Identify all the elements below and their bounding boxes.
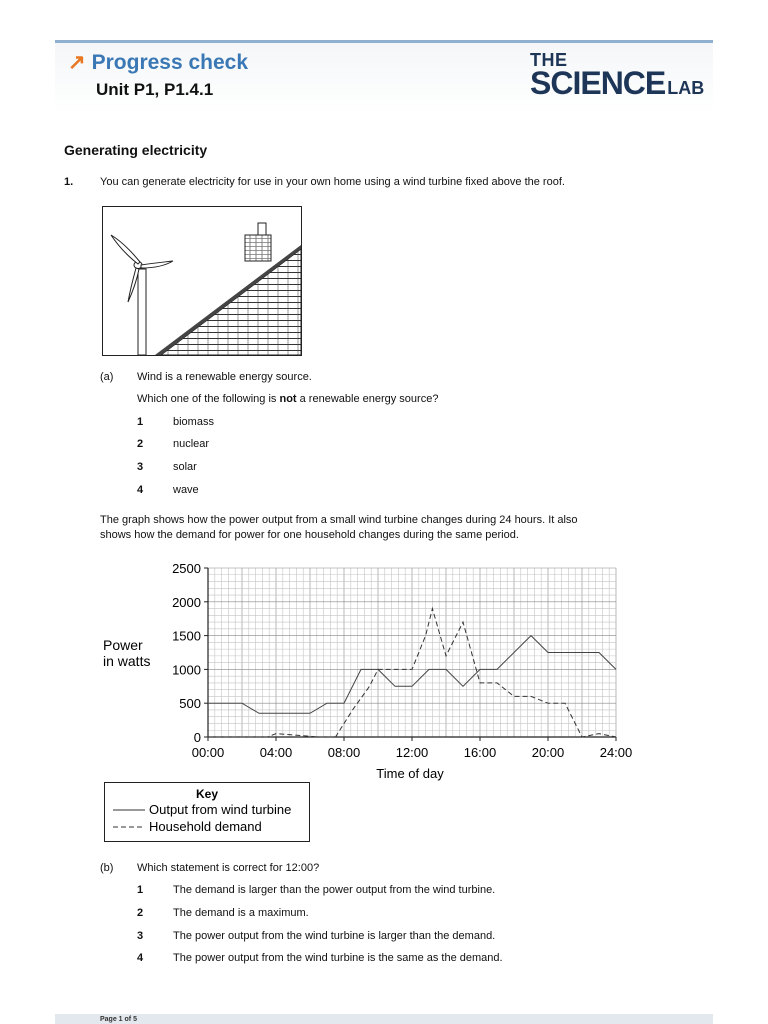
footer-band (55, 1014, 713, 1024)
graph-intro-line1: The graph shows how the power output from a small wind turbine changes during 24 hours. It also (100, 514, 578, 526)
unit-label: Unit P1, P1.4.1 (96, 80, 214, 99)
chart-key (104, 782, 310, 842)
y-tick-label: 0 (193, 730, 201, 745)
option-text: solar (173, 461, 197, 473)
question-number: 1. (64, 176, 74, 188)
option-number: 3 (137, 461, 144, 473)
option-text: The demand is a maximum. (173, 907, 309, 919)
option-number: 4 (137, 952, 144, 964)
y-axis-label-line1: Power (103, 637, 143, 653)
y-tick-label: 2500 (172, 561, 201, 576)
question-pre: Which one of the following is (137, 393, 280, 405)
y-tick-label: 1500 (172, 628, 201, 644)
logo-science: SCIENCE (530, 65, 666, 101)
logo-the: THE (530, 50, 568, 70)
question-bold: not (279, 393, 297, 405)
option-number: 2 (137, 438, 144, 450)
part-b-label: (b) (100, 862, 114, 874)
x-tick-label: 24:00 (599, 745, 633, 760)
power-chart-svg (100, 560, 640, 785)
x-tick-label: 08:00 (327, 745, 361, 760)
option-number: 2 (137, 907, 144, 919)
x-tick-label: 00:00 (191, 745, 225, 760)
wind-turbine-roof-drawing (103, 207, 301, 355)
option-text: The power output from the wind turbine is the same as the demand. (173, 952, 503, 964)
part-a-label: (a) (100, 371, 114, 383)
option-text: The power output from the wind turbine is larger than the demand. (173, 930, 496, 942)
legend-turbine-label: Output from wind turbine (149, 802, 292, 817)
option-number: 1 (137, 416, 144, 428)
y-tick-label: 1000 (172, 662, 201, 678)
x-tick-label: 20:00 (531, 745, 565, 760)
y-axis-label-line2: in watts (103, 653, 151, 669)
y-tick-label: 2000 (172, 594, 201, 610)
section-title: Generating electricity (64, 142, 208, 158)
x-tick-label: 16:00 (463, 745, 497, 760)
power-chart (100, 560, 640, 785)
progress-check-title (68, 50, 248, 75)
part-a-statement: Wind is a renewable energy source. (137, 371, 312, 383)
chart-key-svg (105, 783, 309, 841)
legend-demand-label: Household demand (149, 819, 262, 834)
key-title: Key (195, 787, 219, 801)
option-text: biomass (173, 416, 214, 428)
question-post: a renewable energy source? (296, 393, 439, 405)
x-axis-label: Time of day (376, 766, 444, 781)
question-intro: You can generate electricity for use in your own home using a wind turbine fixed above the roof. (100, 176, 565, 188)
x-tick-label: 12:00 (395, 745, 429, 760)
y-tick-label: 500 (179, 696, 201, 712)
option-text: wave (173, 484, 199, 496)
option-number: 1 (137, 884, 144, 896)
wind-turbine-house-illustration (102, 206, 302, 356)
graph-intro-line2: shows how the demand for power for one household changes during the same period. (100, 529, 519, 541)
part-b-question: Which statement is correct for 12:00? (137, 862, 320, 874)
part-a-question (137, 393, 438, 405)
option-text: nuclear (173, 438, 210, 450)
option-number: 4 (137, 484, 144, 496)
option-text: The demand is larger than the power output from the wind turbine. (173, 884, 496, 896)
title-text: Progress check (91, 51, 249, 74)
x-tick-label: 04:00 (259, 745, 293, 760)
page-number: Page 1 of 5 (100, 1016, 137, 1023)
science-lab-logo (530, 52, 704, 99)
option-number: 3 (137, 930, 144, 942)
arrow-icon: ↗ (68, 51, 86, 74)
logo-lab: LAB (667, 78, 705, 98)
